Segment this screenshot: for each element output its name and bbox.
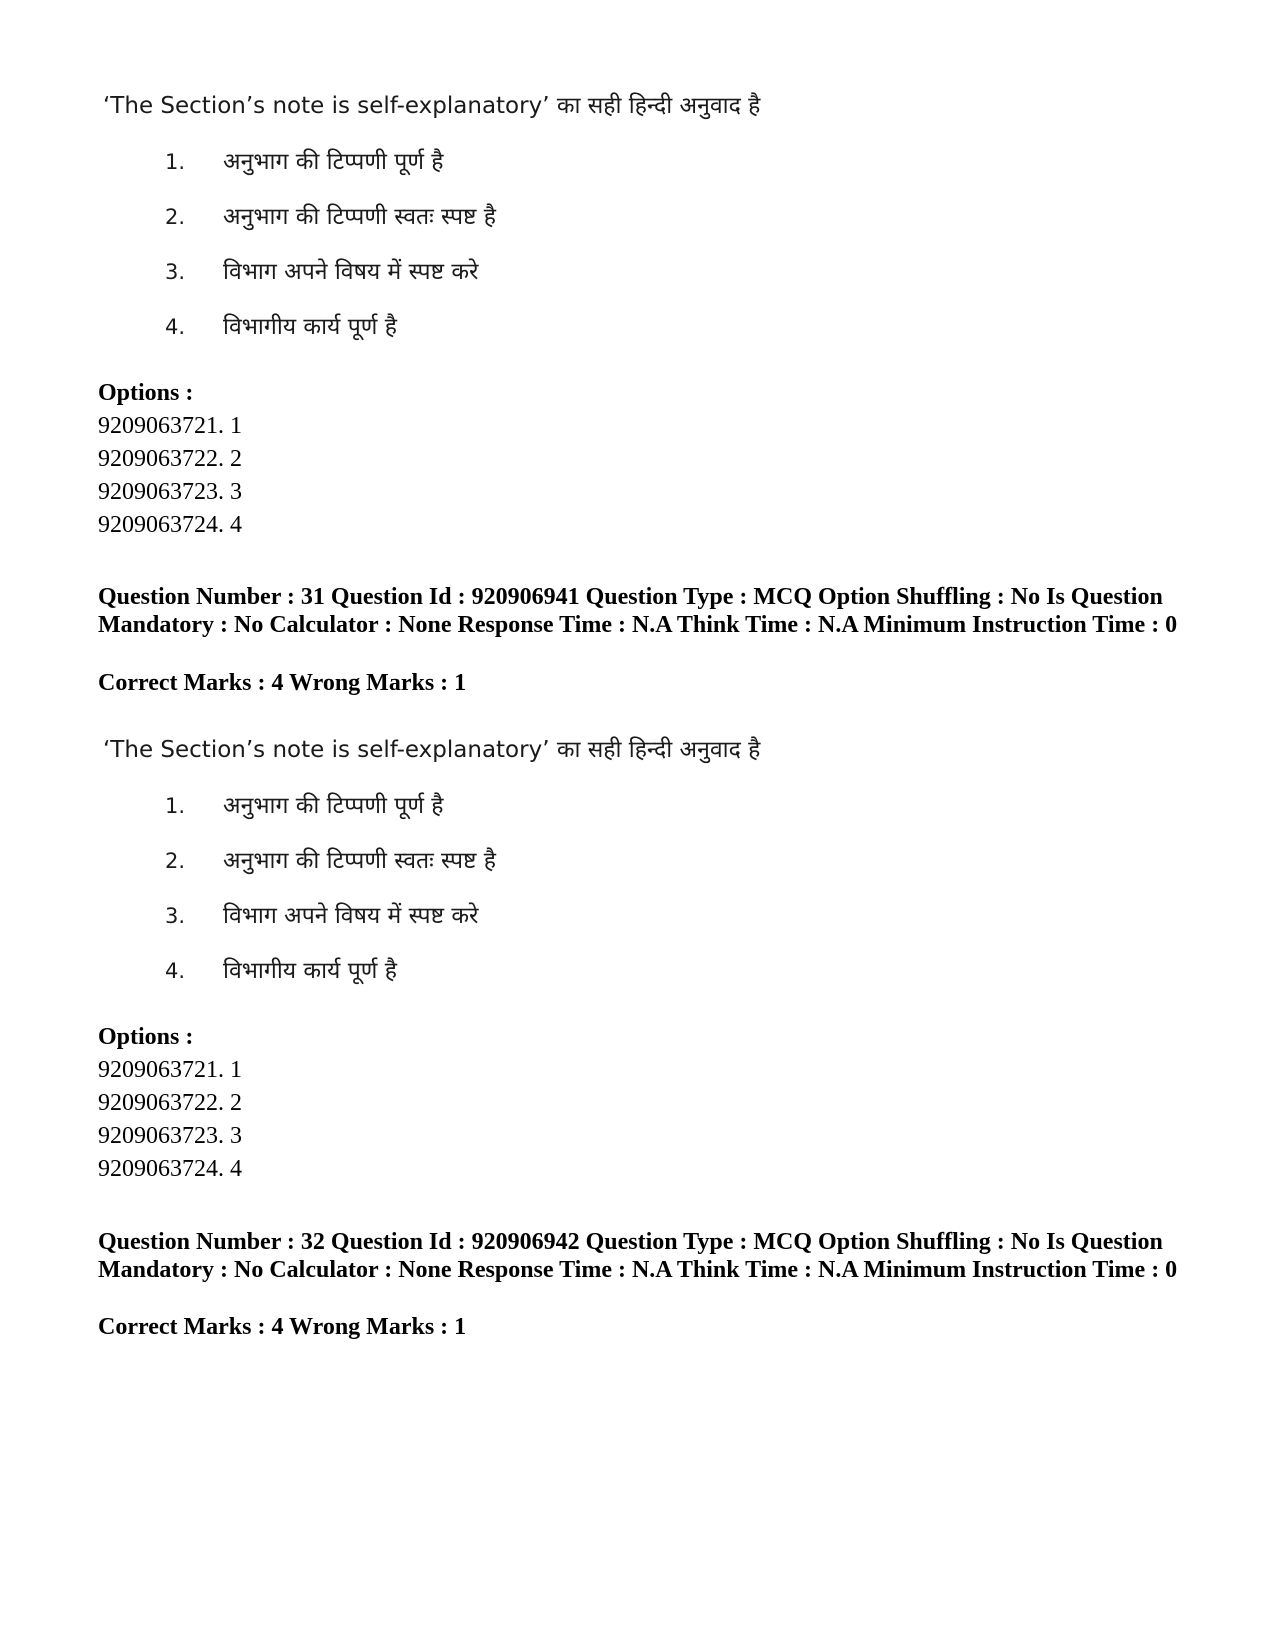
choice-number: 1. [165,794,186,818]
choice-text: विभाग अपने विषय में स्पष्ट करे [223,259,479,285]
option-item: 9209063722. 2 [98,446,242,472]
answer-choice-3 [165,898,478,932]
answer-choice-1 [165,144,443,178]
question-meta-32: Question Number : 32 Question Id : 920906942 Question Type : MCQ Option Shuffling : No Is Question Mandatory : No Calculator : None Response Time : N.A Think Time : N.A Minimum Instruction Time : 0 [98,1229,1178,1283]
choice-number: 1. [165,150,186,174]
option-item: 9209063723. 3 [98,479,242,505]
choice-text: विभाग अपने विषय में स्पष्ट करे [223,903,479,929]
question-meta-31: Question Number : 31 Question Id : 920906941 Question Type : MCQ Option Shuffling : No Is Question Mandatory : No Calculator : None Response Time : N.A Think Time : N.A Minimum Instruction Time : 0 [98,584,1178,638]
choice-text: विभागीय कार्य पूर्ण है [223,314,397,340]
choice-number: 2. [165,205,186,229]
choice-text: अनुभाग की टिप्पणी पूर्ण है [223,149,444,175]
question-prompt: ‘The Section’s note is self-explanatory’ का सही हिन्दी अनुवाद है [103,737,761,763]
option-item: 9209063721. 1 [98,413,242,439]
question-marks-32: Correct Marks : 4 Wrong Marks : 1 [98,1314,467,1340]
choice-number: 3. [165,904,186,928]
question-prompt: ‘The Section’s note is self-explanatory’ का सही हिन्दी अनुवाद है [103,93,761,119]
question-marks-31: Correct Marks : 4 Wrong Marks : 1 [98,670,467,696]
option-item: 9209063724. 4 [98,1156,242,1182]
choice-number: 3. [165,260,186,284]
answer-choice-3 [165,254,478,288]
options-list-1 [98,377,1208,542]
options-list-2 [98,1021,1208,1186]
choice-text: अनुभाग की टिप्पणी स्वतः स्पष्ट है [223,848,497,874]
answer-choice-2 [165,199,496,233]
answer-choice-4 [165,309,397,343]
choice-number: 4. [165,959,186,983]
choice-number: 2. [165,849,186,873]
option-item: 9209063722. 2 [98,1090,242,1116]
question-image-1 [100,88,800,348]
answer-choice-4 [165,953,397,987]
choice-text: विभागीय कार्य पूर्ण है [223,958,397,984]
choice-text: अनुभाग की टिप्पणी स्वतः स्पष्ट है [223,204,497,230]
option-item: 9209063721. 1 [98,1057,242,1083]
answer-choice-1 [165,788,443,822]
options-title: Options : [98,380,194,406]
option-item: 9209063724. 4 [98,512,242,538]
option-item: 9209063723. 3 [98,1123,242,1149]
answer-choice-2 [165,843,496,877]
question-image-2 [100,732,800,992]
choice-number: 4. [165,315,186,339]
options-title: Options : [98,1024,194,1050]
choice-text: अनुभाग की टिप्पणी पूर्ण है [223,793,444,819]
